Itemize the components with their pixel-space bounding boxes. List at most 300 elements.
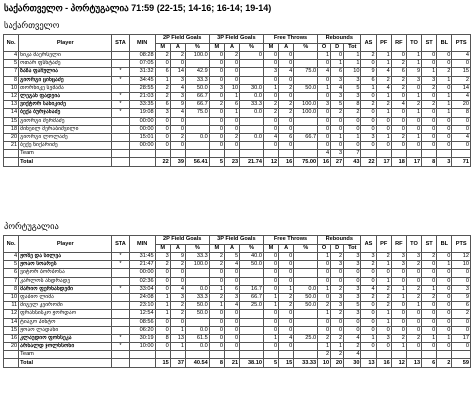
col-header-player[interactable]: Player: [19, 236, 112, 253]
stat-cell: 0: [279, 253, 294, 261]
player-row[interactable]: [4, 60, 471, 68]
stat-cell: 1: [406, 109, 421, 117]
stat-cell: 1: [437, 109, 452, 117]
stat-cell: [112, 318, 129, 326]
stat-cell: 0: [344, 117, 361, 125]
stat-cell: 0: [224, 318, 239, 326]
col-subheader-pct[interactable]: %: [240, 43, 264, 52]
player-name: ფრანსისკო ჟორდაო: [19, 310, 112, 318]
stat-cell: 2: [331, 285, 344, 293]
col-header-as[interactable]: AS: [361, 35, 376, 52]
player-row[interactable]: [4, 318, 471, 326]
player-row[interactable]: [4, 326, 471, 334]
col-subheader-tot[interactable]: Tot: [344, 244, 361, 253]
stat-cell: 0: [318, 318, 331, 326]
stat-cell: 0: [452, 60, 471, 68]
stat-cell: 0: [344, 277, 361, 285]
stat-cell: 0: [344, 142, 361, 150]
stat-cell: 0: [391, 142, 406, 150]
stat-cell: 0: [406, 84, 421, 92]
stat-cell: 00:00: [129, 117, 155, 125]
stat-cell: [185, 60, 209, 68]
stat-cell: 0: [224, 142, 239, 150]
stat-cell: [294, 310, 318, 318]
stat-cell: 0: [361, 142, 376, 150]
stat-cell: 0: [224, 60, 239, 68]
player-name: Total: [19, 359, 112, 367]
stat-cell: [391, 150, 406, 158]
stat-cell: 20: [452, 101, 471, 109]
stat-cell: 1: [170, 343, 185, 351]
stat-cell: 7: [344, 150, 361, 158]
col-header-3p[interactable]: 3P Field Goals: [209, 236, 263, 245]
stat-cell: 0: [263, 261, 278, 269]
stat-cell: 2: [422, 101, 437, 109]
stat-cell: 2: [170, 310, 185, 318]
stat-cell: 1: [209, 285, 224, 293]
col-header-st[interactable]: ST: [422, 236, 437, 253]
stat-cell: *: [112, 76, 129, 84]
player-name: ჟოაო ლადანი: [19, 326, 112, 334]
stat-cell: 0: [263, 52, 278, 60]
stat-cell: 0: [209, 142, 224, 150]
stat-cell: 2: [391, 334, 406, 342]
stat-cell: 4: [263, 133, 278, 141]
stat-cell: 6: [391, 68, 406, 76]
stat-cell: 4: [344, 351, 361, 359]
stat-cell: 0: [391, 269, 406, 277]
stat-cell: 4: [224, 261, 239, 269]
stat-cell: 0: [452, 125, 471, 133]
stat-cell: 13: [406, 359, 421, 367]
stat-cell: 0: [279, 92, 294, 100]
col-header-st[interactable]: ST: [422, 35, 437, 52]
player-row[interactable]: [4, 334, 471, 342]
stat-cell: 1: [318, 310, 331, 318]
col-subheader-d[interactable]: D: [331, 244, 344, 253]
stat-cell: 100.0: [185, 52, 209, 60]
stat-cell: 2: [391, 84, 406, 92]
stat-cell: 0: [331, 52, 344, 60]
player-row[interactable]: [4, 253, 471, 261]
stat-cell: 2: [279, 84, 294, 92]
stat-cell: 3: [344, 285, 361, 293]
stat-cell: 6: [422, 359, 437, 367]
stat-cell: 0: [437, 117, 452, 125]
stat-cell: 0: [279, 60, 294, 68]
stat-cell: 31:45: [129, 253, 155, 261]
stat-cell: 2: [318, 334, 331, 342]
stat-cell: 1: [344, 60, 361, 68]
stat-cell: 0: [318, 261, 331, 269]
player-name: კარლოს ანდრადე: [19, 277, 112, 285]
col-header-bl[interactable]: BL: [437, 236, 452, 253]
stat-cell: 4: [170, 84, 185, 92]
col-subheader-m[interactable]: M: [263, 43, 278, 52]
stat-cell: 21.74: [240, 158, 264, 166]
player-row[interactable]: [4, 293, 471, 301]
player-row[interactable]: [4, 52, 471, 60]
col-header-rebounds[interactable]: Rebounds: [318, 236, 361, 245]
stat-cell: 0: [361, 60, 376, 68]
stat-cell: 0: [437, 318, 452, 326]
stat-cell: 0.0: [185, 326, 209, 334]
stat-cell: [406, 351, 421, 359]
stat-cell: 0: [361, 92, 376, 100]
stat-cell: 10: [224, 84, 239, 92]
stat-cell: [185, 150, 209, 158]
player-row[interactable]: [4, 351, 471, 359]
stat-cell: 3: [155, 109, 170, 117]
stat-cell: 1: [331, 133, 344, 141]
stat-cell: 0: [361, 343, 376, 351]
player-row[interactable]: [4, 277, 471, 285]
stat-cell: 0: [391, 277, 406, 285]
col-subheader-a[interactable]: A: [224, 43, 239, 52]
stat-cell: 75.00: [294, 158, 318, 166]
stat-cell: 0: [437, 293, 452, 301]
player-row[interactable]: [4, 125, 471, 133]
stat-cell: [240, 318, 264, 326]
stat-cell: 0: [209, 68, 224, 76]
stat-cell: 5: [4, 60, 19, 68]
stat-cell: 1: [391, 293, 406, 301]
col-subheader-a[interactable]: A: [279, 244, 294, 253]
stat-cell: 0: [437, 133, 452, 141]
stat-cell: 1: [406, 302, 421, 310]
stat-cell: 40.0: [240, 253, 264, 261]
col-header-rebounds[interactable]: Rebounds: [318, 35, 361, 44]
stat-cell: 3: [224, 293, 239, 301]
total-row[interactable]: [4, 359, 471, 367]
player-name: ბექა ბურჯანაძე: [19, 109, 112, 117]
player-name: ფაბიო ლიმა: [19, 293, 112, 301]
col-header-as[interactable]: AS: [361, 236, 376, 253]
stat-cell: 2: [170, 261, 185, 269]
stat-cell: 8: [452, 109, 471, 117]
col-header-ft[interactable]: Free Throws: [263, 35, 317, 44]
stat-cell: 0: [344, 125, 361, 133]
stat-cell: 2: [391, 133, 406, 141]
stat-cell: 1: [344, 133, 361, 141]
stat-cell: 3: [437, 158, 452, 166]
stat-cell: 16: [318, 158, 331, 166]
col-subheader-d[interactable]: D: [331, 43, 344, 52]
stat-cell: 0: [263, 76, 278, 84]
stat-cell: 0: [376, 343, 391, 351]
player-row[interactable]: [4, 76, 471, 84]
stat-cell: 21: [4, 142, 19, 150]
stat-cell: 15: [4, 117, 19, 125]
stat-cell: 1: [318, 285, 331, 293]
stat-cell: 1: [170, 326, 185, 334]
stat-cell: [112, 117, 129, 125]
stat-cell: 0: [263, 269, 278, 277]
stat-cell: [294, 125, 318, 133]
stat-cell: 2: [376, 285, 391, 293]
stat-cell: 0: [318, 326, 331, 334]
stat-cell: 4: [452, 133, 471, 141]
col-header-pts[interactable]: PTS: [452, 236, 471, 253]
total-row[interactable]: [4, 158, 471, 166]
stat-cell: [240, 125, 264, 133]
stat-cell: [185, 117, 209, 125]
stat-cell: 0: [279, 117, 294, 125]
stat-cell: [129, 150, 155, 158]
stat-cell: 1: [406, 133, 421, 141]
stat-cell: 0: [224, 117, 239, 125]
stat-cell: 0: [376, 117, 391, 125]
stat-cell: 0: [437, 285, 452, 293]
col-header-pts[interactable]: PTS: [452, 35, 471, 52]
stat-cell: [361, 150, 376, 158]
player-row[interactable]: [4, 269, 471, 277]
stat-cell: 4: [344, 334, 361, 342]
col-header-min[interactable]: MIN: [129, 35, 155, 52]
player-row[interactable]: [4, 92, 471, 100]
stat-cell: 3: [331, 76, 344, 84]
stat-cell: 0: [279, 277, 294, 285]
stat-cell: 0: [422, 310, 437, 318]
col-subheader-pct[interactable]: %: [185, 244, 209, 253]
stat-cell: 2: [361, 261, 376, 269]
stat-cell: [361, 351, 376, 359]
col-header-rf[interactable]: RF: [391, 236, 406, 253]
stat-cell: [294, 351, 318, 359]
stat-cell: [376, 351, 391, 359]
player-row[interactable]: [4, 133, 471, 141]
stat-cell: 9: [452, 293, 471, 301]
col-header-to[interactable]: TO: [406, 35, 421, 52]
stat-cell: 2: [376, 76, 391, 84]
stat-cell: 25.0: [294, 334, 318, 342]
stat-cell: [112, 52, 129, 60]
stat-cell: [129, 351, 155, 359]
stat-cell: 2: [422, 293, 437, 301]
col-header-to[interactable]: TO: [406, 236, 421, 253]
stat-cell: [112, 150, 129, 158]
stat-cell: 2: [452, 76, 471, 84]
stat-cell: 1: [406, 60, 421, 68]
stat-cell: [240, 150, 264, 158]
stat-cell: 0: [376, 326, 391, 334]
stat-cell: [240, 269, 264, 277]
stat-cell: 3: [209, 84, 224, 92]
stat-cell: 0: [155, 133, 170, 141]
stat-cell: [112, 158, 129, 166]
stat-cell: 100.0: [294, 109, 318, 117]
stat-cell: 100.0: [294, 101, 318, 109]
stat-cell: 5: [331, 101, 344, 109]
stat-cell: 13: [4, 101, 19, 109]
player-row[interactable]: [4, 117, 471, 125]
stat-cell: 15: [452, 68, 471, 76]
stat-cell: 3: [263, 68, 278, 76]
stat-cell: 11: [4, 302, 19, 310]
stat-cell: 20: [331, 359, 344, 367]
col-subheader-m[interactable]: M: [155, 244, 170, 253]
stat-cell: 12: [452, 253, 471, 261]
stat-cell: 6: [224, 285, 239, 293]
player-row[interactable]: [4, 84, 471, 92]
col-header-sta[interactable]: STA: [112, 236, 129, 253]
col-header-bl[interactable]: BL: [437, 35, 452, 52]
col-subheader-pct[interactable]: %: [294, 43, 318, 52]
stat-cell: 0: [452, 142, 471, 150]
col-header-pf[interactable]: PF: [376, 35, 391, 52]
stat-cell: 1: [318, 343, 331, 351]
stat-cell: [185, 351, 209, 359]
stat-cell: 5: [224, 253, 239, 261]
player-row[interactable]: [4, 101, 471, 109]
stat-cell: 0: [209, 133, 224, 141]
stat-cell: 0: [422, 92, 437, 100]
col-header-rf[interactable]: RF: [391, 35, 406, 52]
stat-cell: 17: [376, 158, 391, 166]
col-subheader-o[interactable]: O: [318, 244, 331, 253]
col-subheader-m[interactable]: M: [263, 244, 278, 253]
stat-cell: 2: [279, 293, 294, 301]
stat-cell: 0: [209, 109, 224, 117]
stat-cell: 4: [4, 52, 19, 60]
col-header-3p[interactable]: 3P Field Goals: [209, 35, 263, 44]
stat-cell: 18: [391, 158, 406, 166]
col-header-ft[interactable]: Free Throws: [263, 236, 317, 245]
player-row[interactable]: [4, 142, 471, 150]
col-header-player[interactable]: Player: [19, 35, 112, 52]
player-row[interactable]: [4, 343, 471, 351]
stat-cell: 3: [344, 76, 361, 84]
stat-cell: 33.3: [185, 76, 209, 84]
player-row[interactable]: [4, 261, 471, 269]
stat-cell: 00:00: [129, 142, 155, 150]
stat-cell: 0: [361, 109, 376, 117]
stat-cell: 2: [437, 359, 452, 367]
stat-cell: 0: [279, 318, 294, 326]
player-name: მიხეილ მერაბიშვილი: [19, 125, 112, 133]
col-header-sta[interactable]: STA: [112, 35, 129, 52]
header-row: [4, 236, 471, 245]
stat-cell: 15: [4, 326, 19, 334]
stat-cell: 3: [344, 310, 361, 318]
stat-cell: [185, 125, 209, 133]
col-subheader-o[interactable]: O: [318, 43, 331, 52]
stat-cell: 0: [170, 277, 185, 285]
stat-cell: 4: [318, 68, 331, 76]
stat-cell: 0: [279, 52, 294, 60]
stat-cell: [294, 117, 318, 125]
col-header-no[interactable]: No.: [4, 35, 19, 52]
stat-cell: 0: [318, 76, 331, 84]
col-subheader-a[interactable]: A: [170, 43, 185, 52]
stat-cell: 0: [224, 125, 239, 133]
stat-cell: 0: [318, 133, 331, 141]
stat-cell: 25.0: [240, 302, 264, 310]
stat-cell: 2: [344, 343, 361, 351]
stat-cell: 20: [4, 343, 19, 351]
stat-cell: 0: [224, 310, 239, 318]
col-header-min[interactable]: MIN: [129, 236, 155, 253]
col-subheader-tot[interactable]: Tot: [344, 43, 361, 52]
stat-cell: 0: [391, 92, 406, 100]
stat-cell: 8: [4, 285, 19, 293]
player-row[interactable]: [4, 68, 471, 76]
col-subheader-m[interactable]: M: [209, 244, 224, 253]
player-name: ლეგან ფადეია: [19, 92, 112, 100]
stat-cell: 0: [376, 269, 391, 277]
stat-cell: 23:10: [129, 302, 155, 310]
stat-cell: 9: [406, 68, 421, 76]
stat-cell: 0: [406, 326, 421, 334]
stat-cell: 3: [318, 101, 331, 109]
col-subheader-pct[interactable]: %: [240, 244, 264, 253]
stat-cell: 0: [224, 343, 239, 351]
stat-cell: 3: [170, 92, 185, 100]
col-header-2p[interactable]: 2P Field Goals: [155, 35, 209, 44]
col-subheader-m[interactable]: M: [155, 43, 170, 52]
col-subheader-a[interactable]: A: [224, 244, 239, 253]
player-name: ვიქტორ სანიკიძე: [19, 101, 112, 109]
stat-cell: [240, 334, 264, 342]
stat-cell: 2: [331, 109, 344, 117]
stat-cell: 1: [155, 76, 170, 84]
stat-cell: [294, 150, 318, 158]
player-row[interactable]: [4, 285, 471, 293]
player-name: ზაზა ფაჩულია: [19, 68, 112, 76]
stat-cell: 2: [406, 285, 421, 293]
stat-cell: 0: [452, 326, 471, 334]
stat-cell: 0: [224, 326, 239, 334]
stat-cell: 0: [422, 277, 437, 285]
stat-cell: 0: [344, 318, 361, 326]
stat-cell: [185, 142, 209, 150]
stat-cell: 1: [263, 84, 278, 92]
stat-cell: 1: [391, 343, 406, 351]
stat-cell: [240, 68, 264, 76]
col-subheader-a[interactable]: A: [279, 43, 294, 52]
player-row[interactable]: [4, 310, 471, 318]
stat-cell: 17: [452, 334, 471, 342]
col-subheader-pct[interactable]: %: [185, 43, 209, 52]
away-stats-table: [3, 235, 471, 368]
stat-cell: 1: [224, 109, 239, 117]
player-row[interactable]: [4, 109, 471, 117]
col-header-pf[interactable]: PF: [376, 236, 391, 253]
stat-cell: 0.0: [294, 285, 318, 293]
stat-cell: 07:05: [129, 60, 155, 68]
col-header-2p[interactable]: 2P Field Goals: [155, 236, 209, 245]
col-subheader-pct[interactable]: %: [294, 244, 318, 253]
col-subheader-a[interactable]: A: [170, 244, 185, 253]
stat-cell: 0: [422, 125, 437, 133]
stat-cell: 1: [406, 52, 421, 60]
stat-cell: 1: [376, 310, 391, 318]
stat-cell: 50.0: [294, 84, 318, 92]
stat-cell: 10: [4, 293, 19, 301]
col-header-no[interactable]: No.: [4, 236, 19, 253]
stat-cell: 18: [4, 125, 19, 133]
stat-cell: 0: [452, 277, 471, 285]
stat-cell: 33.3: [185, 293, 209, 301]
stat-cell: 5: [344, 302, 361, 310]
stat-cell: 7: [4, 277, 19, 285]
stat-cell: 2: [361, 101, 376, 109]
col-subheader-m[interactable]: M: [209, 43, 224, 52]
stat-cell: 2: [318, 351, 331, 359]
player-row[interactable]: [4, 302, 471, 310]
player-row[interactable]: [4, 150, 471, 158]
stat-cell: 16: [4, 334, 19, 342]
